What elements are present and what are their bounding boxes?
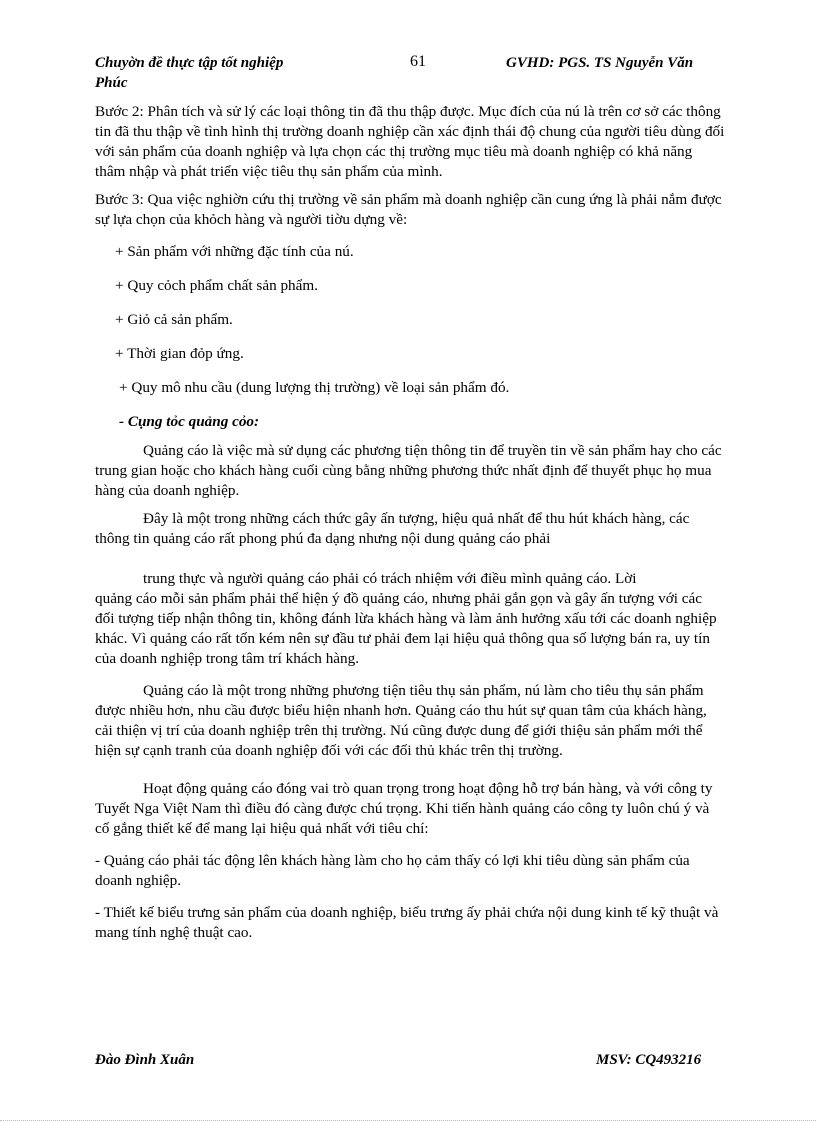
header-title	[95, 53, 355, 93]
paragraph-advertising-4: Quảng cáo là một trong những phương tiện tiêu thụ sản phẩm, nú làm cho tiêu thụ sản phẩm được nhiều hơn, nhu cầu được biểu hiện nhanh hơn. Quảng cáo thu hút sự quan tâm của khách hàng, cải thiện vị trí của doanh nghiệp trên thị trường. Nú cũng được dung để giới thiệu sản phẩm mới thể hiện sự cạnh tranh của doanh nghiệp đối với các đối thủ khác trên thị trường.	[95, 682, 707, 759]
document-body	[95, 102, 725, 951]
paragraph-advertising-5: Hoạt động quảng cáo đóng vai trò quan trọng trong hoạt động hỗ trợ bán hàng, và với công ty Tuyết Nga Việt Nam thì điều đó càng được chú trọng. Khi tiến hành quảng cáo công ty luôn chú ý và cố gắng thiết kế để mang lại hiệu quả nhất với tiêu chí:	[95, 780, 713, 837]
paragraph-step-3: Bước 3: Qua việc nghiờn cứu thị trường về sản phẩm mà doanh nghiệp cần cung ứng là phải nắm được sự lựa chọn của khỏch hàng và người tiờu dựng về:	[95, 191, 722, 228]
list-item: + Thời gian đỏp ứng.	[115, 345, 244, 362]
paragraph-advertising-3-first-line: trung thực và người quảng cáo phải có trách nhiệm với điều mình quảng cáo. Lời	[143, 570, 637, 587]
paragraph-advertising-1: Quảng cáo là việc mà sử dụng các phương tiện thông tin để truyền tin về sản phẩm hay cho các trung gian hoặc cho khách hàng cuối cùng bằng những phương thức nhất định để thuyết phục họ mua hàng của doanh nghiệp.	[95, 442, 722, 499]
header-title-line2: Phúc	[95, 75, 128, 91]
list-item: + Giỏ cả sản phẩm.	[115, 311, 233, 328]
header-advisor: GVHD: PGS. TS Nguyễn Văn	[506, 55, 694, 71]
paragraph-step-2: Bước 2: Phân tích và sử lý các loại thông tin đã thu thập được. Mục đích của nú là trên cơ sở các thông tin đã thu thập về tình hình thị trường doanh nghiệp cần xác định thái độ chung của người tiêu dùng đối với sản phẩm của doanh nghiệp và lựa chọn các thị trường mục tiêu mà doanh nghiệp có khả năng thâm nhập và phát triển việc tiêu thụ sản phẩm của mình.	[95, 103, 725, 180]
section-heading: - Cụng tỏc quảng cỏo:	[119, 413, 260, 430]
header-title-line1: Chuyờn đề thực tập tốt nghiệp	[95, 55, 284, 71]
page-number: 61	[410, 53, 426, 70]
footer-student-id: MSV: CQ493216	[596, 1052, 702, 1068]
footer-author: Đào Đình Xuân	[95, 1052, 195, 1068]
criteria-item: - Quảng cáo phải tác động lên khách hàng làm cho họ cảm thấy có lợi khi tiêu dùng sản phẩm của doanh nghiệp.	[95, 852, 690, 889]
list-item: + Quy mô nhu cầu (dung lượng thị trường) về loại sản phẩm đó.	[119, 379, 510, 396]
criteria-item: - Thiết kế biểu trưng sản phẩm của doanh nghiệp, biểu trưng ấy phải chứa nội dung kinh tế kỹ thuật và mang tính nghệ thuật cao.	[95, 904, 719, 941]
paragraph-advertising-3-rest: quảng cáo mỗi sản phẩm phải thể hiện ý đồ quảng cáo, nhưng phải gắn gọn và gây ấn tượng với các đối tượng tiếp nhận thông tin, không đánh lừa khách hàng và làm ảnh hưởng xấu tới các doanh nghiệp khác. Vì quảng cáo rất tốn kém nên sự đầu tư phải đem lại hiệu quả thông qua số lượng bán ra, uy tín của doanh nghiệp trong tâm trí khách hàng.	[95, 590, 717, 667]
paragraph-advertising-3	[95, 569, 725, 669]
list-item: + Sản phẩm với những đặc tính của nú.	[115, 243, 354, 260]
paragraph-advertising-2: Đây là một trong những cách thức gây ấn tượng, hiệu quả nhất để thu hút khách hàng, các thông tin quảng cáo rất phong phú đa dạng nhưng nội dung quảng cáo phải	[95, 510, 690, 547]
page-bottom-divider	[0, 1120, 816, 1121]
list-item: + Quy cỏch phẩm chất sản phẩm.	[115, 277, 318, 294]
